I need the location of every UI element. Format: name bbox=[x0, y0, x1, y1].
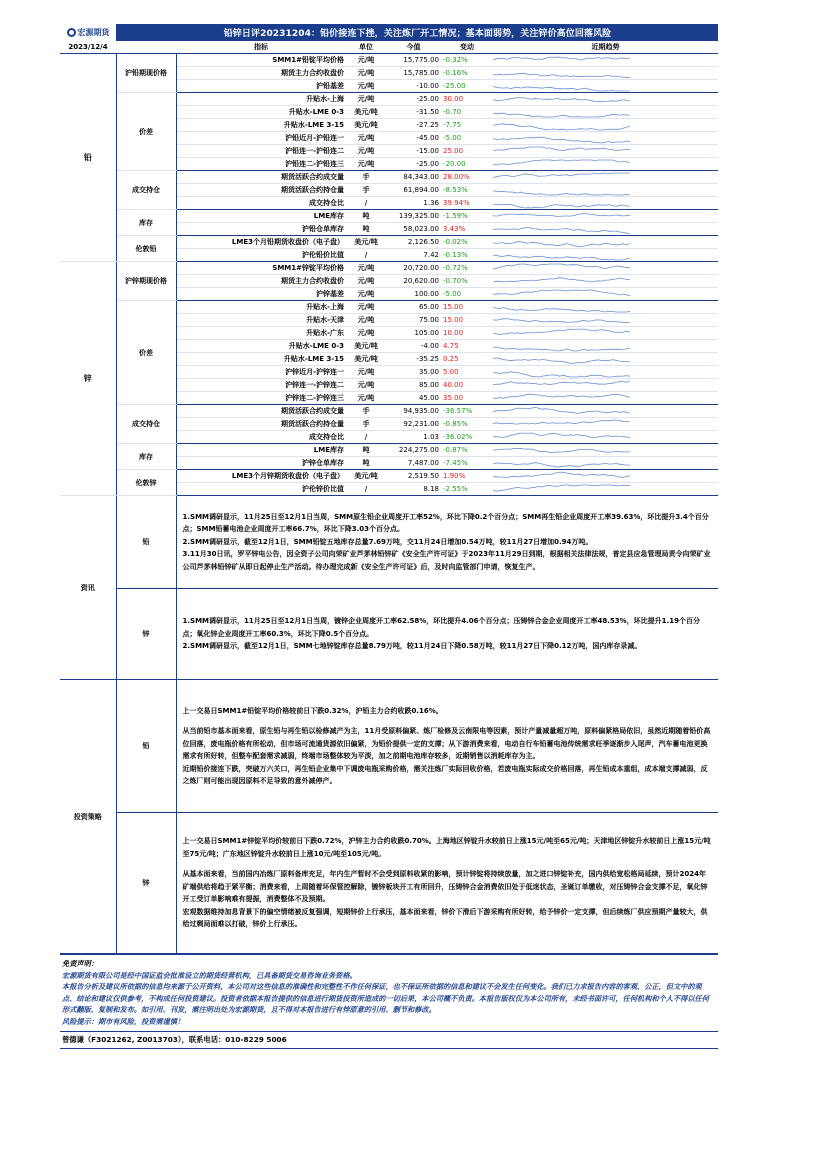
indicator-unit: 元/吨 bbox=[346, 275, 386, 288]
table-row bbox=[60, 470, 718, 483]
logo-mark-icon bbox=[67, 28, 76, 37]
trend-cell bbox=[493, 418, 718, 431]
indicator-name: 沪锌近月-沪锌连一 bbox=[176, 366, 346, 379]
indicator-value: 75.00 bbox=[386, 314, 441, 327]
indicator-name: LME库存 bbox=[176, 444, 346, 457]
indicator-value: 7.42 bbox=[386, 249, 441, 262]
trend-cell bbox=[493, 405, 718, 418]
indicator-unit: 元/吨 bbox=[346, 366, 386, 379]
disclaimer-line-2: 本报告分析及建议所依据的信息均来源于公开资料，本公司对这些信息的准确性和完整性不作任何保证，也不保证所依据的信息和建议不会发生任何变化。我们已力求报告内容的客观、公正，但文中的观点、结论和建议仅供参考，不构成任何投资建议。投资者依据本报告提供的信息进行期货投资所造成的一切后果，本公司概不负责。本报告版权仅为本公司所有，未经书面许可，任何机构和个人不得以任何形式翻版、复制和发布。如引用、刊发，需注明出处为宏源期货，且不得对本报告进行有悖原意的引用、删节和修改。 bbox=[62, 982, 709, 1015]
disclaimer-title: 免责声明： bbox=[62, 959, 98, 968]
indicator-change: 15.00 bbox=[441, 301, 493, 314]
trend-cell bbox=[493, 327, 718, 340]
indicator-change: -0.32% bbox=[441, 54, 493, 67]
news-zinc-label: 锌 bbox=[116, 589, 176, 680]
news-zinc-text: 1.SMM调研显示，11月25日至12月1日当周，镀锌企业周度开工率62.58%，环比提升4.06个百分点；压铸锌合金企业周度开工率48.53%，环比提升1.19个百分点；氧化锌企业周度开工率60.3%，环比下降0.5个百分点。 2.SMM调研显示，截至12月1日，SMM七地锌锭库存总量8.79万吨，较11月24日下降0.58万吨，较11月27日下降0.12万吨，国内库存录减。 bbox=[176, 589, 718, 680]
trend-cell bbox=[493, 171, 718, 184]
trend-sparkline bbox=[493, 432, 630, 443]
news-section-label: 资讯 bbox=[60, 496, 116, 680]
trend-sparkline bbox=[493, 81, 630, 92]
trend-sparkline bbox=[493, 380, 630, 391]
trend-sparkline bbox=[493, 393, 630, 404]
indicator-unit: 美元/吨 bbox=[346, 353, 386, 366]
metal-label: 铅 bbox=[60, 54, 116, 262]
indicator-unit: 元/吨 bbox=[346, 314, 386, 327]
indicator-name: 期货活跃合约持仓量 bbox=[176, 184, 346, 197]
indicator-name: 沪伦锌价比值 bbox=[176, 483, 346, 496]
indicator-unit: 美元/吨 bbox=[346, 340, 386, 353]
table-row bbox=[60, 54, 718, 67]
indicator-unit: 元/吨 bbox=[346, 262, 386, 275]
indicator-unit: / bbox=[346, 431, 386, 444]
indicator-value: 224,275.00 bbox=[386, 444, 441, 457]
indicator-change: -2.55% bbox=[441, 483, 493, 496]
indicator-change: -5.00 bbox=[441, 288, 493, 301]
group-label: 价差 bbox=[116, 301, 176, 405]
indicator-change: -7.45% bbox=[441, 457, 493, 470]
trend-sparkline bbox=[493, 185, 630, 196]
indicator-name: 沪铅基差 bbox=[176, 80, 346, 93]
indicator-name: 沪铅连一-沪铅连二 bbox=[176, 145, 346, 158]
indicator-name: 升贴水-LME 0-3 bbox=[176, 106, 346, 119]
news-table bbox=[60, 496, 718, 680]
trend-cell bbox=[493, 158, 718, 171]
header-trend: 近期趋势 bbox=[493, 41, 718, 54]
indicator-change: -0.72% bbox=[441, 262, 493, 275]
indicator-value: 58,023.00 bbox=[386, 223, 441, 236]
title-banner bbox=[60, 24, 718, 41]
indicator-unit: 手 bbox=[346, 418, 386, 431]
indicator-value: 1.03 bbox=[386, 431, 441, 444]
indicator-value: 61,894.00 bbox=[386, 184, 441, 197]
indicator-change: -5.00 bbox=[441, 132, 493, 145]
header-unit: 单位 bbox=[346, 41, 386, 54]
trend-sparkline bbox=[493, 302, 630, 313]
indicator-name: LME库存 bbox=[176, 210, 346, 223]
metal-label: 锌 bbox=[60, 262, 116, 496]
indicator-value: -25.00 bbox=[386, 93, 441, 106]
trend-cell bbox=[493, 184, 718, 197]
indicator-unit: 元/吨 bbox=[346, 379, 386, 392]
indicator-name: 沪锌基差 bbox=[176, 288, 346, 301]
indicator-change: 28.00% bbox=[441, 171, 493, 184]
indicator-unit: 美元/吨 bbox=[346, 470, 386, 483]
trend-sparkline bbox=[493, 198, 630, 209]
trend-cell bbox=[493, 340, 718, 353]
indicator-value: 15,785.00 bbox=[386, 67, 441, 80]
group-label: 库存 bbox=[116, 210, 176, 236]
indicator-name: 沪锌连一-沪锌连二 bbox=[176, 379, 346, 392]
indicator-name: 升贴水-LME 0-3 bbox=[176, 340, 346, 353]
report-title: 铅锌日评20231204：铅价接连下挫，关注炼厂开工情况；基本面弱势，关注锌价高位回落风险 bbox=[223, 29, 612, 39]
indicator-name: LME3个月锌期货收盘价（电子盘） bbox=[176, 470, 346, 483]
indicator-name: 期货主力合约收盘价 bbox=[176, 67, 346, 80]
indicator-unit: 吨 bbox=[346, 223, 386, 236]
trend-sparkline bbox=[493, 341, 630, 352]
indicator-change: 4.75 bbox=[441, 340, 493, 353]
trend-cell bbox=[493, 119, 718, 132]
indicator-unit: / bbox=[346, 483, 386, 496]
indicator-change: -0.16% bbox=[441, 67, 493, 80]
trend-sparkline bbox=[493, 55, 630, 66]
group-label: 沪锌期现价格 bbox=[116, 262, 176, 301]
trend-sparkline bbox=[493, 146, 630, 157]
indicator-change: 5.00 bbox=[441, 366, 493, 379]
indicator-value: 2,519.50 bbox=[386, 470, 441, 483]
indicator-name: 成交持仓比 bbox=[176, 431, 346, 444]
trend-cell bbox=[493, 457, 718, 470]
indicator-value: 139,325.00 bbox=[386, 210, 441, 223]
trend-cell bbox=[493, 288, 718, 301]
trend-cell bbox=[493, 301, 718, 314]
indicator-unit: 元/吨 bbox=[346, 145, 386, 158]
table-row bbox=[60, 210, 718, 223]
indicator-value: 94,935.00 bbox=[386, 405, 441, 418]
indicator-value: -31.50 bbox=[386, 106, 441, 119]
indicator-value: -4.00 bbox=[386, 340, 441, 353]
indicator-name: 期货活跃合约成交量 bbox=[176, 171, 346, 184]
trend-cell bbox=[493, 262, 718, 275]
indicator-change: -0.02% bbox=[441, 236, 493, 249]
indicator-unit: 美元/吨 bbox=[346, 119, 386, 132]
indicator-unit: 吨 bbox=[346, 457, 386, 470]
table-row bbox=[60, 262, 718, 275]
report-page bbox=[60, 24, 718, 1049]
strategy-lead-text: 上一交易日SMM1#铅锭平均价格较前日下跌0.32%，沪铅主力合约收跌0.16%。 从当前铅市基本面来看，原生铅与再生铅以检修减产为主，11月受原料偏紧、炼厂检修及云南限电等因素，预计产量减量超万吨，原料偏紧格局依旧，虽然近期随着铅价高位回落，废电瓶价格有所松动，但市场可流通货源依旧偏紧，为铅价提供一定的支撑；从下游消费来看，电动自行车铅蓄电池传统需求旺季逐渐步入尾声，汽车蓄电池更换需求有所好转，但整车配套需求减弱，终端市场整体较为平淡，加之前期电池库存较多，近期销售以消耗库存为主。 近期铅价接连下跌，突破万六关口，再生铅企业集中下调废电瓶采购价格，需关注炼厂实际回收价格，若废电瓶实际成交价格回落，再生铅成本重组，成本端支撑减弱，反之炼厂则可能出现因原料不足导致的意外减停产。 bbox=[176, 680, 718, 813]
indicator-unit: 吨 bbox=[346, 210, 386, 223]
indicator-name: 期货主力合约收盘价 bbox=[176, 275, 346, 288]
group-label: 成交持仓 bbox=[116, 171, 176, 210]
indicator-change: -7.75 bbox=[441, 119, 493, 132]
indicator-value: 100.00 bbox=[386, 288, 441, 301]
indicator-name: LME3个月铅期货收盘价（电子盘） bbox=[176, 236, 346, 249]
indicator-change: 3.43% bbox=[441, 223, 493, 236]
indicator-unit: 元/吨 bbox=[346, 67, 386, 80]
table-row bbox=[60, 236, 718, 249]
indicator-name: 升贴水-LME 3-15 bbox=[176, 119, 346, 132]
indicator-change: 1.90% bbox=[441, 470, 493, 483]
trend-sparkline bbox=[493, 328, 630, 339]
trend-sparkline bbox=[493, 289, 630, 300]
strategy-zinc-text: 上一交易日SMM1#锌锭平均价较前日下跌0.72%，沪锌主力合约收跌0.70%。上海地区锌锭升水较前日上涨15元/吨至65元/吨；天津地区锌锭升水较前日上涨15元/吨至75元/吨；广东地区锌锭升水较前日上涨10元/吨至105元/吨。 从基本面来看，当前国内冶炼厂原料备库充足，年内生产暂时不会受到原料收紧的影响，预计锌锭将持续放量，加之进口锌锭补充，国内供给宽松格局延续，预计2024年矿端供给将趋于紧平衡；消费来看，上周随着环保管控解除，镀锌板块开工有所回升，压铸锌合金消费依旧处于低迷状态，圣诞订单缴收，对压铸锌合金支撑不足，氧化锌开工受订单影响难有提振，消费整体不及预期。 宏观数据维持加息背景下的偏空情绪被反复强调，短期锌价上行承压，基本面来看，锌价下滑后下游采购有所好转，给予锌价一定支撑，但后续炼厂供应预期产量较大，供给过剩局面难以打破，锌价上行承压。 bbox=[176, 813, 718, 954]
indicator-value: 8.18 bbox=[386, 483, 441, 496]
indicator-name: SMM1#铅锭平均价格 bbox=[176, 54, 346, 67]
indicator-change: 10.00 bbox=[441, 327, 493, 340]
news-lead-label: 铅 bbox=[116, 496, 176, 589]
trend-sparkline bbox=[493, 276, 630, 287]
header-indicator: 指标 bbox=[176, 41, 346, 54]
indicator-value: 7,487.00 bbox=[386, 457, 441, 470]
trend-sparkline bbox=[493, 484, 630, 495]
company-logo bbox=[60, 24, 117, 41]
group-label: 伦敦铅 bbox=[116, 236, 176, 262]
trend-cell bbox=[493, 483, 718, 496]
indicator-value: 1.36 bbox=[386, 197, 441, 210]
indicator-name: 沪铅连二-沪铅连三 bbox=[176, 158, 346, 171]
trend-sparkline bbox=[493, 159, 630, 170]
trend-cell bbox=[493, 93, 718, 106]
indicator-value: -45.00 bbox=[386, 132, 441, 145]
strategy-lead-label: 铅 bbox=[116, 680, 176, 813]
trend-sparkline bbox=[493, 471, 630, 482]
indicator-value: 2,126.50 bbox=[386, 236, 441, 249]
indicator-unit: 元/吨 bbox=[346, 301, 386, 314]
indicator-change: 30.00 bbox=[441, 93, 493, 106]
trend-sparkline bbox=[493, 263, 630, 274]
indicator-value: -35.25 bbox=[386, 353, 441, 366]
trend-sparkline bbox=[493, 250, 630, 261]
indicator-unit: 元/吨 bbox=[346, 327, 386, 340]
indicator-value: 65.00 bbox=[386, 301, 441, 314]
trend-cell bbox=[493, 379, 718, 392]
indicator-name: 沪铅近月-沪铅连一 bbox=[176, 132, 346, 145]
indicator-change: -0.70 bbox=[441, 106, 493, 119]
indicator-unit: 手 bbox=[346, 171, 386, 184]
indicator-unit: 元/吨 bbox=[346, 54, 386, 67]
trend-cell bbox=[493, 366, 718, 379]
trend-sparkline bbox=[493, 458, 630, 469]
trend-cell bbox=[493, 444, 718, 457]
table-header-row bbox=[60, 41, 718, 54]
trend-sparkline bbox=[493, 68, 630, 79]
indicator-unit: 元/吨 bbox=[346, 80, 386, 93]
indicator-name: 沪锌连二-沪锌连三 bbox=[176, 392, 346, 405]
indicator-change: 15.00 bbox=[441, 314, 493, 327]
trend-cell bbox=[493, 249, 718, 262]
indicator-name: 沪锌仓单库存 bbox=[176, 457, 346, 470]
indicator-name: 沪铅仓单库存 bbox=[176, 223, 346, 236]
trend-sparkline bbox=[493, 237, 630, 248]
trend-cell bbox=[493, 392, 718, 405]
trend-cell bbox=[493, 431, 718, 444]
trend-cell bbox=[493, 67, 718, 80]
trend-sparkline bbox=[493, 94, 630, 105]
strategy-section-label: 投资策略 bbox=[60, 680, 116, 954]
indicator-value: 15,775.00 bbox=[386, 54, 441, 67]
indicator-unit: 元/吨 bbox=[346, 288, 386, 301]
indicator-unit: 吨 bbox=[346, 444, 386, 457]
indicator-change: -36.57% bbox=[441, 405, 493, 418]
trend-sparkline bbox=[493, 406, 630, 417]
disclaimer-line-3: 风险提示：期市有风险，投资需谨慎！ bbox=[62, 1016, 185, 1026]
indicator-change: -25.00 bbox=[441, 80, 493, 93]
indicator-name: 沪伦铅价比值 bbox=[176, 249, 346, 262]
indicator-unit: 元/吨 bbox=[346, 93, 386, 106]
disclaimer bbox=[60, 954, 718, 1032]
trend-cell bbox=[493, 236, 718, 249]
indicator-value: 20,620.00 bbox=[386, 275, 441, 288]
indicator-unit: 元/吨 bbox=[346, 132, 386, 145]
indicator-name: 升贴水-天津 bbox=[176, 314, 346, 327]
indicator-change: 39.94% bbox=[441, 197, 493, 210]
table-row bbox=[60, 444, 718, 457]
trend-sparkline bbox=[493, 211, 630, 222]
indicator-name: 成交持仓比 bbox=[176, 197, 346, 210]
trend-sparkline bbox=[493, 315, 630, 326]
indicator-unit: 手 bbox=[346, 184, 386, 197]
trend-cell bbox=[493, 353, 718, 366]
indicator-value: 84,343.00 bbox=[386, 171, 441, 184]
group-label: 成交持仓 bbox=[116, 405, 176, 444]
indicator-value: -15.00 bbox=[386, 145, 441, 158]
header-price: 今值 bbox=[386, 41, 441, 54]
trend-cell bbox=[493, 106, 718, 119]
indicator-change: 0.25 bbox=[441, 353, 493, 366]
strategy-table bbox=[60, 680, 718, 954]
analyst-contact: 曾德谦（F3021262, Z0013703），联系电话：010-8229 5006 bbox=[60, 1032, 718, 1049]
indicator-unit: / bbox=[346, 197, 386, 210]
table-row bbox=[60, 93, 718, 106]
trend-cell bbox=[493, 80, 718, 93]
group-label: 库存 bbox=[116, 444, 176, 470]
indicator-unit: 元/吨 bbox=[346, 158, 386, 171]
indicator-change: -0.70% bbox=[441, 275, 493, 288]
indicator-change: -20.00 bbox=[441, 158, 493, 171]
indicator-name: 升贴水-上海 bbox=[176, 93, 346, 106]
trend-sparkline bbox=[493, 445, 630, 456]
trend-sparkline bbox=[493, 419, 630, 430]
indicator-value: 45.00 bbox=[386, 392, 441, 405]
indicator-name: 期货活跃合约成交量 bbox=[176, 405, 346, 418]
trend-sparkline bbox=[493, 172, 630, 183]
indicator-change: -8.53% bbox=[441, 184, 493, 197]
group-label: 伦敦锌 bbox=[116, 470, 176, 496]
indicator-change: -0.13% bbox=[441, 249, 493, 262]
trend-sparkline bbox=[493, 224, 630, 235]
indicator-change: 40.00 bbox=[441, 379, 493, 392]
indicator-value: 35.00 bbox=[386, 366, 441, 379]
strategy-zinc-label: 锌 bbox=[116, 813, 176, 954]
indicator-value: 105.00 bbox=[386, 327, 441, 340]
trend-cell bbox=[493, 132, 718, 145]
indicator-value: -27.25 bbox=[386, 119, 441, 132]
indicator-change: -36.02% bbox=[441, 431, 493, 444]
header-change: 变动 bbox=[441, 41, 493, 54]
group-label: 价差 bbox=[116, 93, 176, 171]
indicator-unit: 手 bbox=[346, 405, 386, 418]
trend-sparkline bbox=[493, 367, 630, 378]
trend-cell bbox=[493, 210, 718, 223]
data-table bbox=[60, 41, 718, 496]
indicator-name: 升贴水-上海 bbox=[176, 301, 346, 314]
trend-sparkline bbox=[493, 120, 630, 131]
trend-cell bbox=[493, 197, 718, 210]
indicator-change: 35.00 bbox=[441, 392, 493, 405]
indicator-name: 升贴水-LME 3-15 bbox=[176, 353, 346, 366]
logo-text: 宏源期货 bbox=[77, 28, 110, 37]
indicator-unit: 元/吨 bbox=[346, 392, 386, 405]
indicator-change: -0.85% bbox=[441, 418, 493, 431]
indicator-unit: 美元/吨 bbox=[346, 236, 386, 249]
indicator-name: SMM1#锌锭平均价格 bbox=[176, 262, 346, 275]
trend-sparkline bbox=[493, 354, 630, 365]
trend-cell bbox=[493, 275, 718, 288]
indicator-change: 25.00 bbox=[441, 145, 493, 158]
table-row bbox=[60, 301, 718, 314]
indicator-value: 92,231.00 bbox=[386, 418, 441, 431]
trend-cell bbox=[493, 145, 718, 158]
indicator-name: 期货活跃合约持仓量 bbox=[176, 418, 346, 431]
trend-cell bbox=[493, 223, 718, 236]
report-date: 2023/12/4 bbox=[60, 41, 116, 54]
indicator-change: -1.59% bbox=[441, 210, 493, 223]
trend-cell bbox=[493, 470, 718, 483]
indicator-unit: / bbox=[346, 249, 386, 262]
trend-cell bbox=[493, 54, 718, 67]
indicator-value: -10.00 bbox=[386, 80, 441, 93]
group-label: 沪铅期现价格 bbox=[116, 54, 176, 93]
disclaimer-line-1: 宏源期货有限公司是经中国证监会批准设立的期货经营机构，已具备期货交易咨询业务资格。 bbox=[62, 970, 357, 980]
table-row bbox=[60, 171, 718, 184]
table-row bbox=[60, 405, 718, 418]
indicator-change: -0.87% bbox=[441, 444, 493, 457]
indicator-value: 20,720.00 bbox=[386, 262, 441, 275]
trend-sparkline bbox=[493, 107, 630, 118]
indicator-value: -25.00 bbox=[386, 158, 441, 171]
news-lead-text: 1.SMM调研显示，11月25日至12月1日当周，SMM原生铅企业周度开工率52%，环比下降0.2个百分点；SMM再生铅企业周度开工率39.63%，环比提升3.4个百分点；SMM铅蓄电池企业周度开工率66.7%，环比下降3.03个百分点。 2.SMM调研显示，截至12月1日，SMM铅锭五地库存总量7.69万吨，交11月24日增加0.54万吨，较11月27日增加0.94万吨。 3.11月30日讯，罗平锌电公告，因全资子公司向荣矿业芦茅林铅锌矿《安全生产许可证》于2023年11月29日到期，根据相关法律法规，普定县应急管理局责令向荣矿业公司芦茅林铅锌矿从即日起停止生产活动。待办理完成新《安全生产许可证》后，及时向监管部门申请，恢复生产。 bbox=[176, 496, 718, 589]
indicator-value: 85.00 bbox=[386, 379, 441, 392]
indicator-name: 升贴水-广东 bbox=[176, 327, 346, 340]
indicator-unit: 美元/吨 bbox=[346, 106, 386, 119]
trend-cell bbox=[493, 314, 718, 327]
trend-sparkline bbox=[493, 133, 630, 144]
